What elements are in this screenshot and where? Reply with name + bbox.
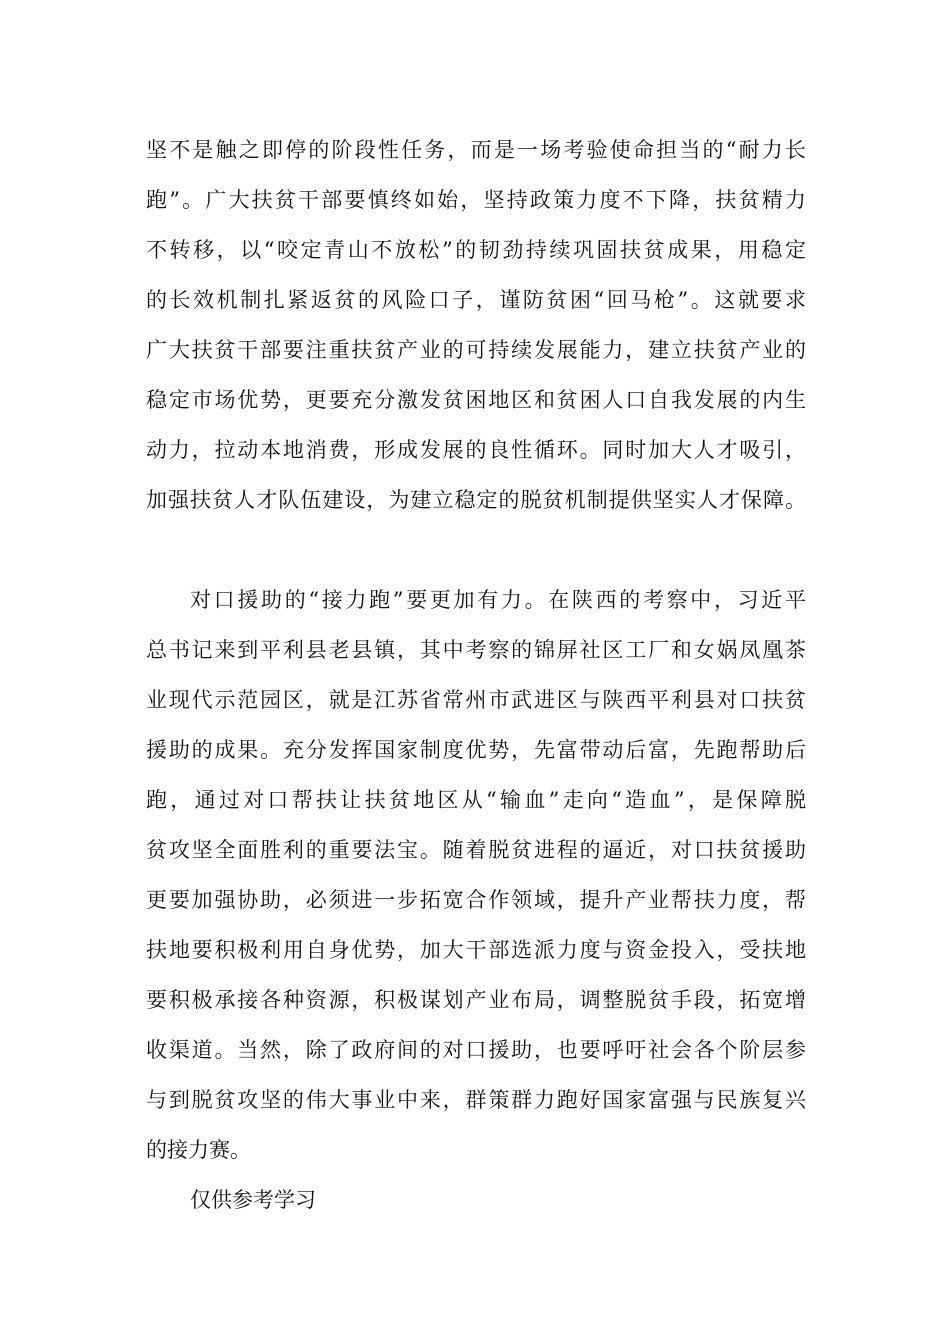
paragraph-line: 业现代示范园区，就是江苏省常州市武进区与陕西平利县对口扶贫 [146,688,806,712]
paragraph-line: 跑，通过对口帮扶让扶贫地区从“输血”走向“造血”，是保障脱 [146,788,806,812]
closing-note: 仅供参考学习 [190,1188,316,1212]
paragraph-line: 跑”。广大扶贫干部要慎终如始，坚持政策力度不下降，扶贫精力 [146,188,806,212]
paragraph-line: 稳定市场优势，更要充分激发贫困地区和贫困人口自我发展的内生 [146,388,806,412]
paragraph-line: 与到脱贫攻坚的伟大事业中来，群策群力跑好国家富强与民族复兴 [146,1088,806,1112]
paragraph-line: 援助的成果。充分发挥国家制度优势，先富带动后富，先跑帮助后 [146,738,806,762]
paragraph-line: 的长效机制扎紧返贫的风险口子，谨防贫困“回马枪”。这就要求 [146,288,806,312]
paragraph-line: 坚不是触之即停的阶段性任务，而是一场考验使命担当的“耐力长 [146,138,806,162]
paragraph-line: 总书记来到平利县老县镇，其中考察的锦屏社区工厂和女娲凤凰茶 [146,638,806,662]
paragraph-line: 的接力赛。 [146,1138,251,1162]
paragraph-line: 更要加强协助，必须进一步拓宽合作领域，提升产业帮扶力度，帮 [146,888,806,912]
paragraph-line: 对口援助的“接力跑”要更加有力。在陕西的考察中，习近平 [190,588,806,612]
paragraph-line: 贫攻坚全面胜利的重要法宝。随着脱贫进程的逼近，对口扶贫援助 [146,838,806,862]
paragraph-line: 不转移，以“咬定青山不放松”的韧劲持续巩固扶贫成果，用稳定 [146,238,806,262]
paragraph-line: 广大扶贫干部要注重扶贫产业的可持续发展能力，建立扶贫产业的 [146,338,806,362]
paragraph-line: 加强扶贫人才队伍建设，为建立稳定的脱贫机制提供坚实人才保障。 [146,488,806,512]
paragraph-line: 扶地要积极利用自身优势，加大干部选派力度与资金投入，受扶地 [146,938,806,962]
paragraph-line: 收渠道。当然，除了政府间的对口援助，也要呼吁社会各个阶层参 [146,1038,806,1062]
paragraph-line: 动力，拉动本地消费，形成发展的良性循环。同时加大人才吸引， [146,438,806,462]
paragraph-line: 要积极承接各种资源，积极谋划产业布局，调整脱贫手段，拓宽增 [146,988,806,1012]
